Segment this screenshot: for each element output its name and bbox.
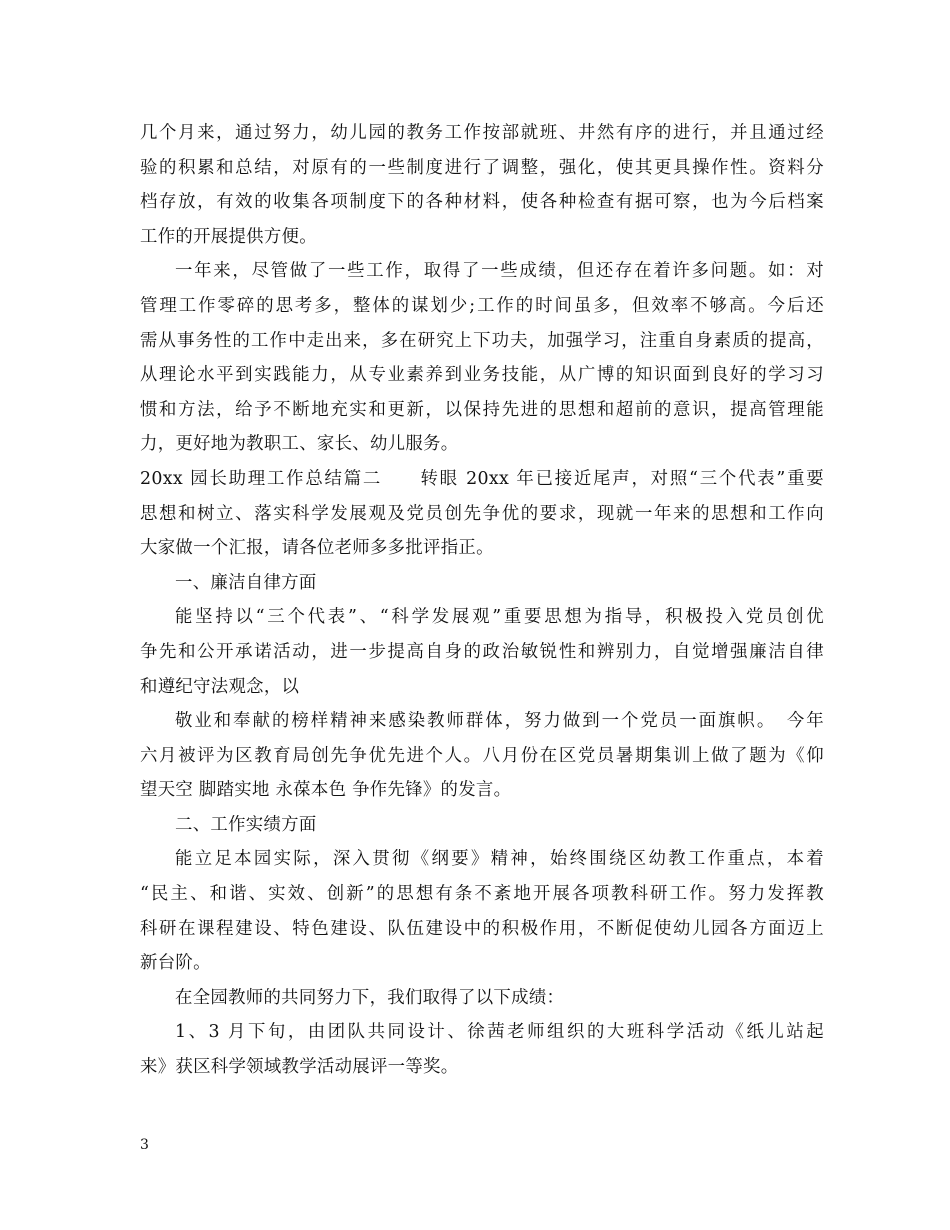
- text-line: 大家做一个汇报，请各位老师多多批评指正。: [140, 538, 494, 559]
- text-line: 一年来，尽管做了一些工作，取得了一些成绩，但还存在着许多问题。如：对: [175, 261, 824, 282]
- text-line: 1、3 月下旬，由团队共同设计、徐茜老师组织的大班科学活动《纸儿站起: [175, 1022, 824, 1043]
- body-text: [140, 116, 824, 1085]
- text-line: 在全园教师的共同努力下，我们取得了以下成绩：: [175, 987, 565, 1008]
- text-line: 力，更好地为教职工、家长、幼儿服务。: [140, 434, 459, 455]
- text-line: 能坚持以“三个代表”、“科学发展观”重要思想为指导，积极投入党员创优: [175, 607, 824, 628]
- text-line: 几个月来，通过努力，幼儿园的教务工作按部就班、井然有序的进行，并且通过经: [140, 123, 824, 143]
- text-line: 能立足本园实际，深入贯彻《纲要》精神，始终围绕区幼教工作重点，本着: [175, 849, 824, 870]
- text-line: 敬业和奉献的榜样精神来感染教师群体，努力做到一个党员一面旗帜。 今年: [175, 711, 824, 732]
- text-line: 新台阶。: [140, 953, 211, 974]
- text-line: 思想和树立、落实科学发展观及党员创先争优的要求，现就一年来的思想和工作向: [140, 503, 824, 524]
- text-line: 争先和公开承诺活动，进一步提高自身的政治敏锐性和辨别力，自觉增强廉洁自律: [140, 641, 824, 662]
- text-line: 望天空 脚踏实地 永葆本色 争作先锋》的发言。: [140, 780, 512, 801]
- text-line: 和遵纪守法观念，以: [140, 676, 300, 697]
- text-line: 来》获区科学领域教学活动展评一等奖。: [140, 1057, 459, 1078]
- text-line: 工作的开展提供方便。: [140, 226, 317, 247]
- text-line: 科研在课程建设、特色建设、队伍建设中的积极作用，不断促使幼儿园各方面迈上: [140, 918, 824, 939]
- section-heading-line: 20xx 园长助理工作总结篇二 转眼 20xx 年已接近尾声，对照“三个代表”重要: [140, 468, 824, 489]
- text-line: 档存放，有效的收集各项制度下的各种材料，使各种检查有据可察，也为今后档案: [140, 192, 824, 213]
- text-line: 六月被评为区教育局创先争优先进个人。八月份在区党员暑期集训上做了题为《仰: [140, 745, 824, 766]
- text-line: 惯和方法，给予不断地充实和更新，以保持先进的思想和超前的意识，提高管理能: [140, 399, 824, 420]
- subheading-line: 二、工作实绩方面: [175, 814, 317, 835]
- text-line: 管理工作零碎的思考多，整体的谋划少;工作的时间虽多，但效率不够高。今后还: [140, 295, 824, 316]
- subheading-line: 一、廉洁自律方面: [175, 572, 317, 593]
- text-line: “民主、和谐、实效、创新”的思想有条不紊地开展各项教科研工作。努力发挥教: [140, 884, 824, 905]
- text-line: 验的积累和总结，对原有的一些制度进行了调整，强化，使其更具操作性。资料分: [140, 157, 824, 178]
- text-line: 需从事务性的工作中走出来，多在研究上下功夫，加强学习，注重自身素质的提高，: [140, 330, 824, 351]
- page-number: 3: [140, 1137, 149, 1153]
- text-line: 从理论水平到实践能力，从专业素养到业务技能，从广博的知识面到良好的学习习: [140, 365, 824, 386]
